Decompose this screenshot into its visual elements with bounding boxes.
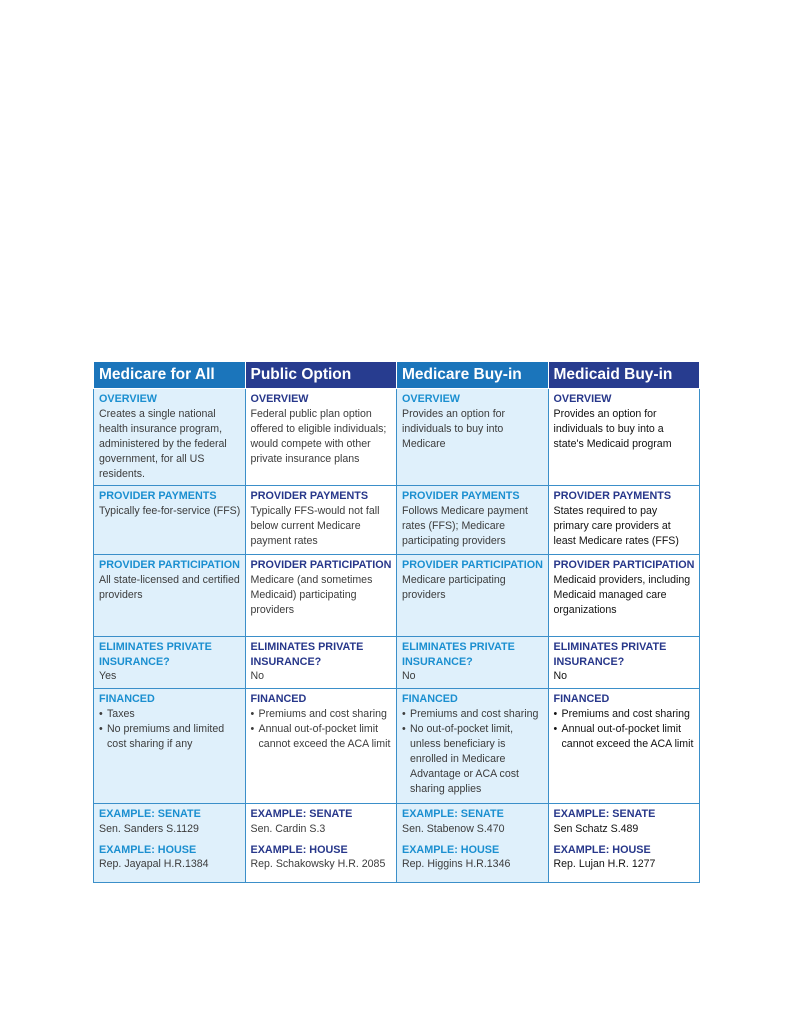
financed-label: FINANCED	[250, 693, 307, 705]
financed-label: FINANCED	[553, 693, 610, 705]
header-medicare-for-all: Medicare for All	[94, 362, 246, 389]
eliminates-private-cell	[548, 637, 700, 689]
provider-participation-cell	[397, 555, 549, 637]
example-senate-bill: Sen. Stabenow S.470	[402, 822, 505, 835]
provider-payments-cell	[548, 486, 700, 555]
example-senate-label: EXAMPLE: SENATE	[250, 808, 353, 820]
financed-label: FINANCED	[402, 693, 458, 705]
provider-payments-text: Typically fee-for-service (FFS)	[99, 504, 241, 517]
provider-payments-label: PROVIDER PAYMENTS	[402, 490, 520, 502]
financed-item: • Annual out-of-pocket limit cannot exceed the ACA limit	[554, 722, 696, 752]
eliminates-private-value: No	[553, 670, 568, 682]
example-house-label: EXAMPLE: HOUSE	[250, 843, 348, 856]
provider-payments-text: States required to pay primary care providers at least Medicare rates (FFS)	[553, 504, 679, 547]
overview-cell	[548, 389, 700, 486]
eliminates-private-value: No	[250, 670, 265, 682]
eliminates-private-label: ELIMINATES PRIVATE INSURANCE?	[99, 641, 212, 668]
provider-payments-row	[94, 486, 700, 555]
examples-cell	[397, 804, 549, 883]
financed-cell	[548, 689, 700, 804]
comparison-table	[93, 361, 700, 883]
financed-cell	[397, 689, 549, 804]
provider-participation-row	[94, 555, 700, 637]
overview-cell	[397, 389, 549, 486]
example-house-label: EXAMPLE: HOUSE	[402, 843, 500, 856]
provider-participation-text: All state-licensed and certified providers	[99, 573, 240, 601]
provider-participation-text: Medicaid providers, including Medicaid managed care organizations	[553, 573, 691, 616]
examples-cell	[548, 804, 700, 883]
eliminates-private-label: ELIMINATES PRIVATE INSURANCE?	[553, 641, 667, 668]
overview-cell	[245, 389, 397, 486]
example-house-bill: Rep. Lujan H.R. 1277	[553, 858, 656, 870]
examples-cell	[245, 804, 397, 883]
provider-payments-label: PROVIDER PAYMENTS	[99, 490, 217, 502]
overview-label: OVERVIEW	[99, 393, 157, 405]
example-senate-bill: Sen. Cardin S.3	[250, 822, 326, 835]
example-house-bill: Rep. Jayapal H.R.1384	[99, 858, 209, 870]
header-medicaid-buy-in: Medicaid Buy-in	[548, 362, 700, 389]
example-senate-label: EXAMPLE: SENATE	[553, 808, 656, 820]
overview-text: Creates a single national health insurance program, administered by the federal government, for all US residents.	[99, 407, 227, 480]
provider-payments-cell	[94, 486, 246, 555]
financed-row	[94, 689, 700, 804]
provider-payments-cell	[245, 486, 397, 555]
eliminates-private-value: Yes	[99, 670, 117, 682]
example-senate-bill: Sen Schatz S.489	[553, 822, 639, 835]
financed-list	[251, 707, 393, 752]
financed-item: • Premiums and cost sharing	[402, 707, 544, 722]
financed-item: • Annual out-of-pocket limit cannot exceed the ACA limit	[251, 722, 393, 752]
example-house-label: EXAMPLE: HOUSE	[553, 843, 651, 856]
financed-list	[99, 707, 241, 752]
example-senate-bill: Sen. Sanders S.1129	[99, 822, 199, 835]
provider-participation-cell	[94, 555, 246, 637]
eliminates-private-cell	[397, 637, 549, 689]
eliminates-private-row	[94, 637, 700, 689]
overview-label: OVERVIEW	[250, 393, 309, 405]
eliminates-private-label: ELIMINATES PRIVATE INSURANCE?	[402, 641, 515, 668]
provider-payments-label: PROVIDER PAYMENTS	[250, 490, 369, 502]
header-medicare-buy-in: Medicare Buy-in	[397, 362, 549, 389]
provider-participation-text: Medicare (and sometimes Medicaid) participating providers	[250, 573, 373, 616]
overview-text: Federal public plan option offered to eligible individuals; would compete with other private insurance plans	[250, 407, 387, 465]
financed-item: • Taxes	[99, 707, 241, 722]
financed-list	[402, 707, 544, 797]
financed-cell	[245, 689, 397, 804]
provider-participation-label: PROVIDER PARTICIPATION	[553, 559, 695, 571]
provider-participation-label: PROVIDER PARTICIPATION	[250, 559, 392, 571]
examples-row	[94, 804, 700, 883]
provider-participation-label: PROVIDER PARTICIPATION	[99, 559, 240, 571]
provider-participation-text: Medicare participating providers	[402, 573, 506, 601]
provider-payments-text: Typically FFS-would not fall below current Medicare payment rates	[250, 504, 380, 547]
header-row	[94, 362, 700, 389]
financed-item: • No premiums and limited cost sharing if any	[99, 722, 241, 752]
overview-label: OVERVIEW	[553, 393, 612, 405]
overview-text: Provides an option for individuals to buy into Medicare	[402, 407, 506, 450]
eliminates-private-value: No	[402, 670, 416, 682]
financed-item: • Premiums and cost sharing	[554, 707, 696, 722]
eliminates-private-label: ELIMINATES PRIVATE INSURANCE?	[250, 641, 364, 668]
example-senate-label: EXAMPLE: SENATE	[402, 808, 504, 820]
provider-payments-cell	[397, 486, 549, 555]
example-house-label: EXAMPLE: HOUSE	[99, 843, 197, 856]
examples-cell	[94, 804, 246, 883]
eliminates-private-cell	[245, 637, 397, 689]
provider-participation-cell	[548, 555, 700, 637]
eliminates-private-cell	[94, 637, 246, 689]
provider-payments-label: PROVIDER PAYMENTS	[553, 490, 672, 502]
provider-participation-cell	[245, 555, 397, 637]
overview-cell	[94, 389, 246, 486]
header-public-option: Public Option	[245, 362, 397, 389]
example-senate-label: EXAMPLE: SENATE	[99, 808, 201, 820]
provider-participation-label: PROVIDER PARTICIPATION	[402, 559, 543, 571]
provider-payments-text: Follows Medicare payment rates (FFS); Medicare participating providers	[402, 504, 528, 547]
overview-row	[94, 389, 700, 486]
example-house-bill: Rep. Schakowsky H.R. 2085	[250, 858, 386, 870]
financed-list	[554, 707, 696, 752]
financed-item: • Premiums and cost sharing	[251, 707, 393, 722]
overview-label: OVERVIEW	[402, 393, 460, 405]
overview-text: Provides an option for individuals to buy into a state's Medicaid program	[553, 407, 672, 450]
financed-item: • No out-of-pocket limit, unless beneficiary is enrolled in Medicare Advantage or ACA cost sharing applies	[402, 722, 544, 797]
financed-cell	[94, 689, 246, 804]
example-house-bill: Rep. Higgins H.R.1346	[402, 858, 511, 870]
financed-label: FINANCED	[99, 693, 155, 705]
